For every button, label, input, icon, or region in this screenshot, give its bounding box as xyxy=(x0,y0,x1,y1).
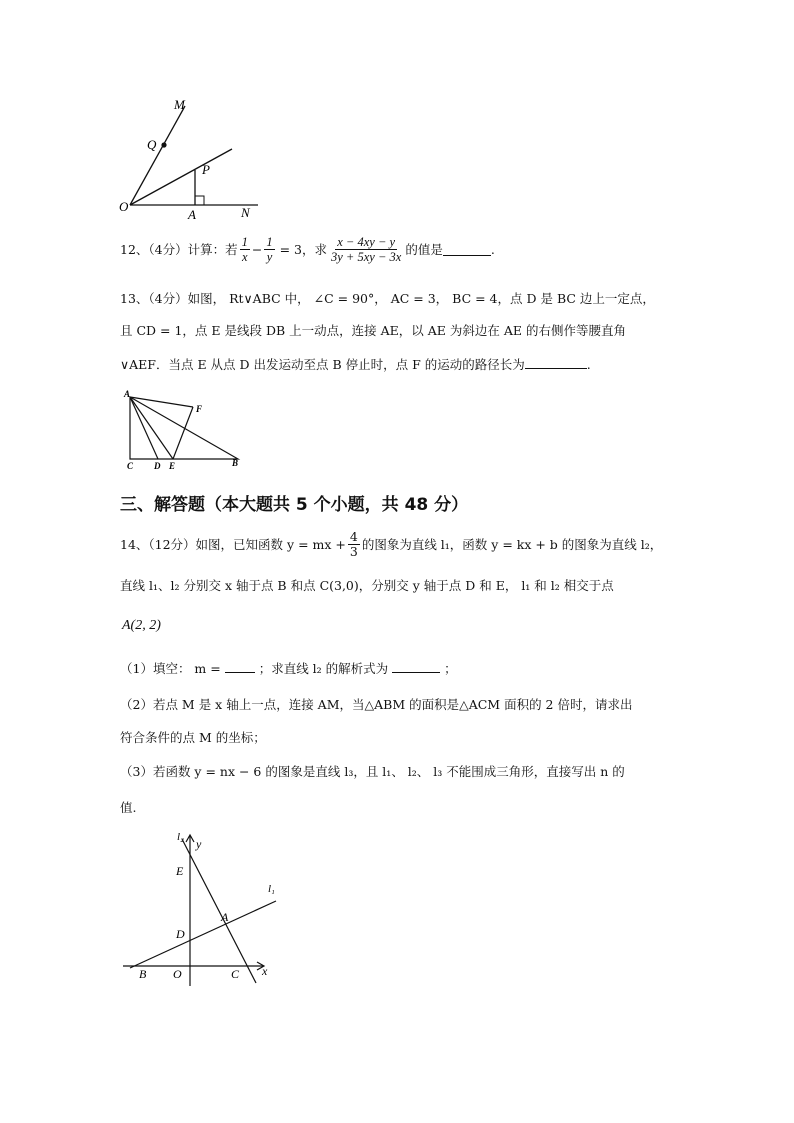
label-o: O xyxy=(119,199,129,214)
q14-frac-num: 4 xyxy=(349,529,358,544)
q14-p1-m-blank[interactable] xyxy=(225,660,255,673)
label-q: Q xyxy=(147,137,157,152)
label-e: E xyxy=(169,461,176,471)
label-c3: C xyxy=(231,967,240,981)
label-b: B xyxy=(232,458,239,468)
question-14-part-2-line-2: 符合条件的点 M 的坐标； xyxy=(120,730,266,745)
q12-fraction-expression xyxy=(329,235,403,264)
label-a: A xyxy=(188,207,196,222)
segment-fe xyxy=(173,407,193,459)
label-d: D xyxy=(154,461,161,471)
label-c: C xyxy=(127,461,134,471)
label-n: N xyxy=(241,205,250,220)
question-14-part-1 xyxy=(120,660,457,677)
label-m: M xyxy=(174,97,185,112)
q12-f1-num: 1 xyxy=(241,235,248,249)
label-b3: B xyxy=(139,967,147,981)
q14-p1-line-blank[interactable] xyxy=(392,660,440,673)
label-o3: O xyxy=(173,967,182,981)
label-y: y xyxy=(196,837,202,851)
question-14-line-2: 直线 l₁、l₂ 分别交 x 轴于点 B 和点 C(3,0)，分别交 y 轴于点 D 和 E， l₁ 和 l₂ 相交于点 xyxy=(120,578,614,593)
right-angle-mark xyxy=(195,196,204,205)
q12-f3-num: x − 4xy − y xyxy=(337,235,396,249)
label-l2: l₂ xyxy=(177,831,184,843)
q12-minus: − xyxy=(251,241,263,257)
label-e3: E xyxy=(176,864,184,878)
question-12 xyxy=(120,235,495,264)
question-14-part-3-line-1: （3）若函数 y = nx − 6 的图象是直线 l₃，且 l₁、 l₂、 l₃ 不能围成三角形，直接写出 n 的 xyxy=(120,764,625,779)
q12-eq: = 3，求 xyxy=(279,241,327,257)
q14-p1-end: ； xyxy=(444,661,457,676)
q12-fraction-1-over-x xyxy=(240,235,250,264)
question-13-line-1: 13、（4分）如图， Rt∨ABC 中， ∠C = 90°， AC = 3， BC = 4，点 D 是 BC 边上一定点， xyxy=(120,291,655,306)
question-14-part-3-line-2: 值. xyxy=(120,800,137,815)
question-14-part-2-line-1: （2）若点 M 是 x 轴上一点，连接 AM，当△ABM 的面积是△ACM 面积的 2 倍时，请求出 xyxy=(120,697,633,712)
question-13-line-2: 且 CD = 1，点 E 是线段 DB 上一动点，连接 AE，以 AE 为斜边在 AE 的右侧作等腰直角 xyxy=(120,323,626,338)
q12-f2-num: 1 xyxy=(266,235,273,249)
triangle-abc xyxy=(130,397,238,459)
q14-p1-prefix: （1）填空： m = xyxy=(120,661,221,676)
label-a2: A xyxy=(124,389,131,399)
q12-f1-den: x xyxy=(241,250,248,264)
label-f: F xyxy=(196,404,203,414)
q12-f2-den: y xyxy=(266,250,273,264)
figure-angle-mon xyxy=(110,92,270,222)
label-a3: A xyxy=(221,910,229,924)
q13-end: . xyxy=(586,357,591,372)
question-14-line-1 xyxy=(120,530,662,559)
q14-line1-prefix: 14、（12分）如图，已知函数 y = mx + xyxy=(120,536,346,552)
q12-prefix: 12、（4分）计算：若 xyxy=(120,241,238,257)
q14-frac-den: 3 xyxy=(349,544,358,559)
question-13-line-3 xyxy=(120,356,591,373)
q12-fraction-1-over-y xyxy=(264,235,274,264)
label-x: x xyxy=(262,964,268,978)
segment-ae xyxy=(130,397,173,459)
line-l1 xyxy=(130,901,276,968)
point-q xyxy=(161,142,166,147)
label-l1: l₁ xyxy=(268,883,275,895)
q14-line1-suffix: 的图象为直线 l₁，函数 y = kx + b 的图象为直线 l₂， xyxy=(361,536,663,552)
q12-suffix: 的值是 xyxy=(405,241,443,257)
section-3-heading: 三、解答题（本大题共 5 个小题，共 48 分） xyxy=(120,495,469,515)
q13-answer-blank[interactable] xyxy=(525,356,587,369)
q14-fraction-4-over-3 xyxy=(348,530,360,559)
segment-ad xyxy=(130,397,158,459)
q12-end: . xyxy=(490,241,495,257)
q13-line3-text: ∨AEF．当点 E 从点 D 出发运动至点 B 停止时，点 F 的运动的路径长为 xyxy=(120,357,525,372)
q12-answer-blank[interactable] xyxy=(443,243,491,256)
label-d3: D xyxy=(176,927,185,941)
q12-f3-den: 3y + 5xy − 3x xyxy=(331,250,402,264)
figure-triangle-abc xyxy=(118,388,253,473)
q14-p1-mid: ；求直线 l₂ 的解析式为 xyxy=(258,661,389,676)
figure-coordinate-lines xyxy=(115,828,290,993)
line-l2 xyxy=(182,839,256,983)
label-p: P xyxy=(202,162,210,177)
question-14-line-3: A(2, 2) xyxy=(122,618,161,633)
